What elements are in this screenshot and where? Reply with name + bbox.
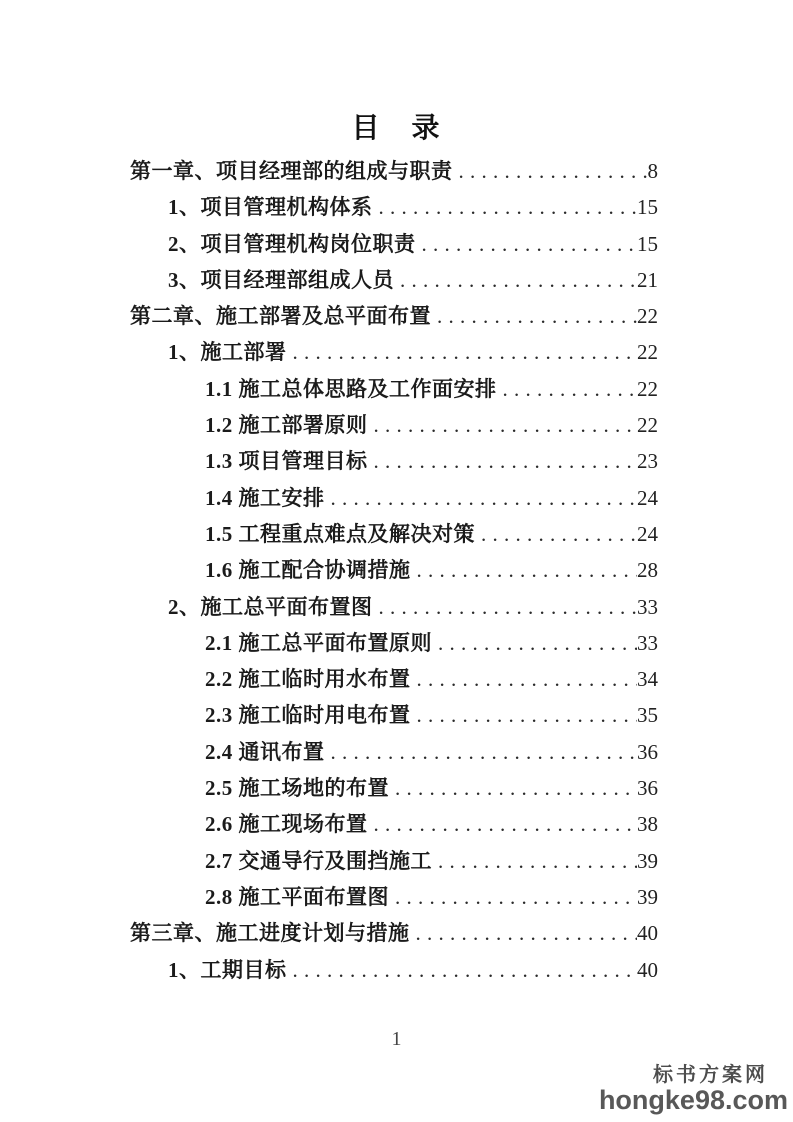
toc-title: 目 录 — [351, 113, 442, 144]
toc-dot-leader — [368, 806, 638, 842]
watermark-site-name: 标书方案网 — [653, 1063, 768, 1086]
toc-list — [130, 153, 658, 988]
toc-dot-leader — [432, 843, 637, 879]
toc-dot-leader — [287, 334, 638, 370]
toc-dot-leader — [373, 189, 638, 225]
toc-entry[interactable] — [130, 443, 658, 479]
toc-entry-label: 2.5 施工场地的布置 — [205, 776, 389, 801]
toc-entry[interactable] — [130, 915, 658, 951]
toc-entry-label: 1.3 项目管理目标 — [205, 449, 368, 474]
watermark — [599, 1065, 788, 1114]
toc-entry-page: 15 — [637, 231, 658, 256]
toc-entry-label: 第一章、项目经理部的组成与职责 — [130, 159, 453, 183]
toc-entry-page: 24 — [637, 521, 658, 546]
toc-entry[interactable] — [130, 480, 658, 516]
toc-entry-label: 1、项目管理机构体系 — [168, 195, 373, 220]
toc-entry-label: 2.2 施工临时用水布置 — [205, 667, 411, 692]
toc-dot-leader — [475, 516, 637, 552]
toc-entry[interactable] — [130, 262, 658, 298]
toc-entry[interactable] — [130, 625, 658, 661]
toc-entry-page: 22 — [637, 413, 658, 438]
toc-entry-label: 3、项目经理部组成人员 — [168, 267, 394, 292]
toc-entry-label: 1.2 施工部署原则 — [205, 413, 368, 438]
toc-dot-leader — [287, 952, 638, 988]
toc-entry-label: 2.7 交通导行及围挡施工 — [205, 848, 432, 873]
toc-entry[interactable] — [130, 552, 658, 588]
toc-dot-leader — [389, 770, 637, 806]
toc-entry-label: 1.5 工程重点难点及解决对策 — [205, 521, 475, 546]
page-number: 1 — [391, 1028, 402, 1050]
toc-dot-leader — [411, 552, 638, 588]
toc-entry-label: 2.3 施工临时用电布置 — [205, 703, 411, 728]
toc-entry-label: 1、工期目标 — [168, 957, 287, 982]
toc-dot-leader — [394, 262, 637, 298]
toc-entry-page: 24 — [637, 485, 658, 510]
toc-entry-page: 28 — [637, 558, 658, 583]
toc-entry-page: 34 — [637, 667, 658, 692]
toc-entry-page: 22 — [637, 340, 658, 365]
toc-dot-leader — [373, 589, 638, 625]
toc-entry-page: 35 — [637, 703, 658, 728]
toc-entry-label: 1.4 施工安排 — [205, 485, 325, 510]
toc-entry-label: 1.1 施工总体思路及工作面安排 — [205, 376, 497, 401]
toc-entry[interactable] — [130, 734, 658, 770]
watermark-site-url: hongke98.com — [598, 1084, 788, 1115]
toc-entry[interactable] — [130, 806, 658, 842]
toc-entry-label: 2.6 施工现场布置 — [205, 812, 368, 837]
toc-entry-page: 38 — [637, 812, 658, 837]
toc-entry-label: 2.1 施工总平面布置原则 — [205, 630, 432, 655]
toc-entry-page: 21 — [637, 267, 658, 292]
toc-dot-leader — [368, 443, 638, 479]
toc-dot-leader — [453, 153, 648, 189]
toc-entry-label: 2、施工总平面布置图 — [168, 594, 373, 619]
toc-entry-page: 22 — [637, 376, 658, 401]
toc-entry[interactable] — [130, 189, 658, 225]
toc-entry-page: 36 — [637, 776, 658, 801]
toc-entry-label: 2.8 施工平面布置图 — [205, 884, 389, 909]
toc-entry[interactable] — [130, 407, 658, 443]
toc-dot-leader — [410, 915, 638, 951]
toc-entry-label: 第三章、施工进度计划与措施 — [130, 921, 410, 946]
toc-entry-label: 2、项目管理机构岗位职责 — [168, 231, 416, 256]
toc-entry[interactable] — [130, 334, 658, 370]
toc-entry[interactable] — [130, 879, 658, 915]
toc-entry-page: 33 — [637, 630, 658, 655]
toc-entry-page: 8 — [647, 159, 658, 183]
toc-entry-page: 40 — [637, 921, 658, 946]
toc-entry[interactable] — [130, 843, 658, 879]
toc-entry[interactable] — [130, 226, 658, 262]
toc-dot-leader — [325, 480, 638, 516]
toc-entry-label: 1、施工部署 — [168, 340, 287, 365]
toc-entry-page: 39 — [637, 848, 658, 873]
toc-entry-label: 2.4 通讯布置 — [205, 739, 325, 764]
toc-entry-page: 15 — [637, 195, 658, 220]
toc-dot-leader — [325, 734, 638, 770]
toc-dot-leader — [368, 407, 638, 443]
toc-entry[interactable] — [130, 697, 658, 733]
toc-entry[interactable] — [130, 952, 658, 988]
toc-entry-page: 33 — [637, 594, 658, 619]
toc-entry-page: 39 — [637, 884, 658, 909]
toc-entry[interactable] — [130, 298, 658, 334]
toc-entry[interactable] — [130, 589, 658, 625]
toc-dot-leader — [411, 661, 638, 697]
toc-dot-leader — [389, 879, 637, 915]
toc-entry-label: 第二章、施工部署及总平面布置 — [130, 304, 431, 329]
toc-dot-leader — [432, 625, 637, 661]
toc-dot-leader — [416, 226, 638, 262]
toc-dot-leader — [431, 298, 637, 334]
toc-entry[interactable] — [130, 153, 658, 189]
toc-entry-page: 36 — [637, 739, 658, 764]
toc-entry-page: 40 — [637, 957, 658, 982]
toc-entry[interactable] — [130, 661, 658, 697]
toc-entry[interactable] — [130, 516, 658, 552]
toc-entry[interactable] — [130, 371, 658, 407]
toc-entry-page: 23 — [637, 449, 658, 474]
toc-entry-page: 22 — [637, 304, 658, 329]
toc-dot-leader — [497, 371, 638, 407]
toc-entry[interactable] — [130, 770, 658, 806]
toc-entry-label: 1.6 施工配合协调措施 — [205, 558, 411, 583]
toc-dot-leader — [411, 697, 638, 733]
